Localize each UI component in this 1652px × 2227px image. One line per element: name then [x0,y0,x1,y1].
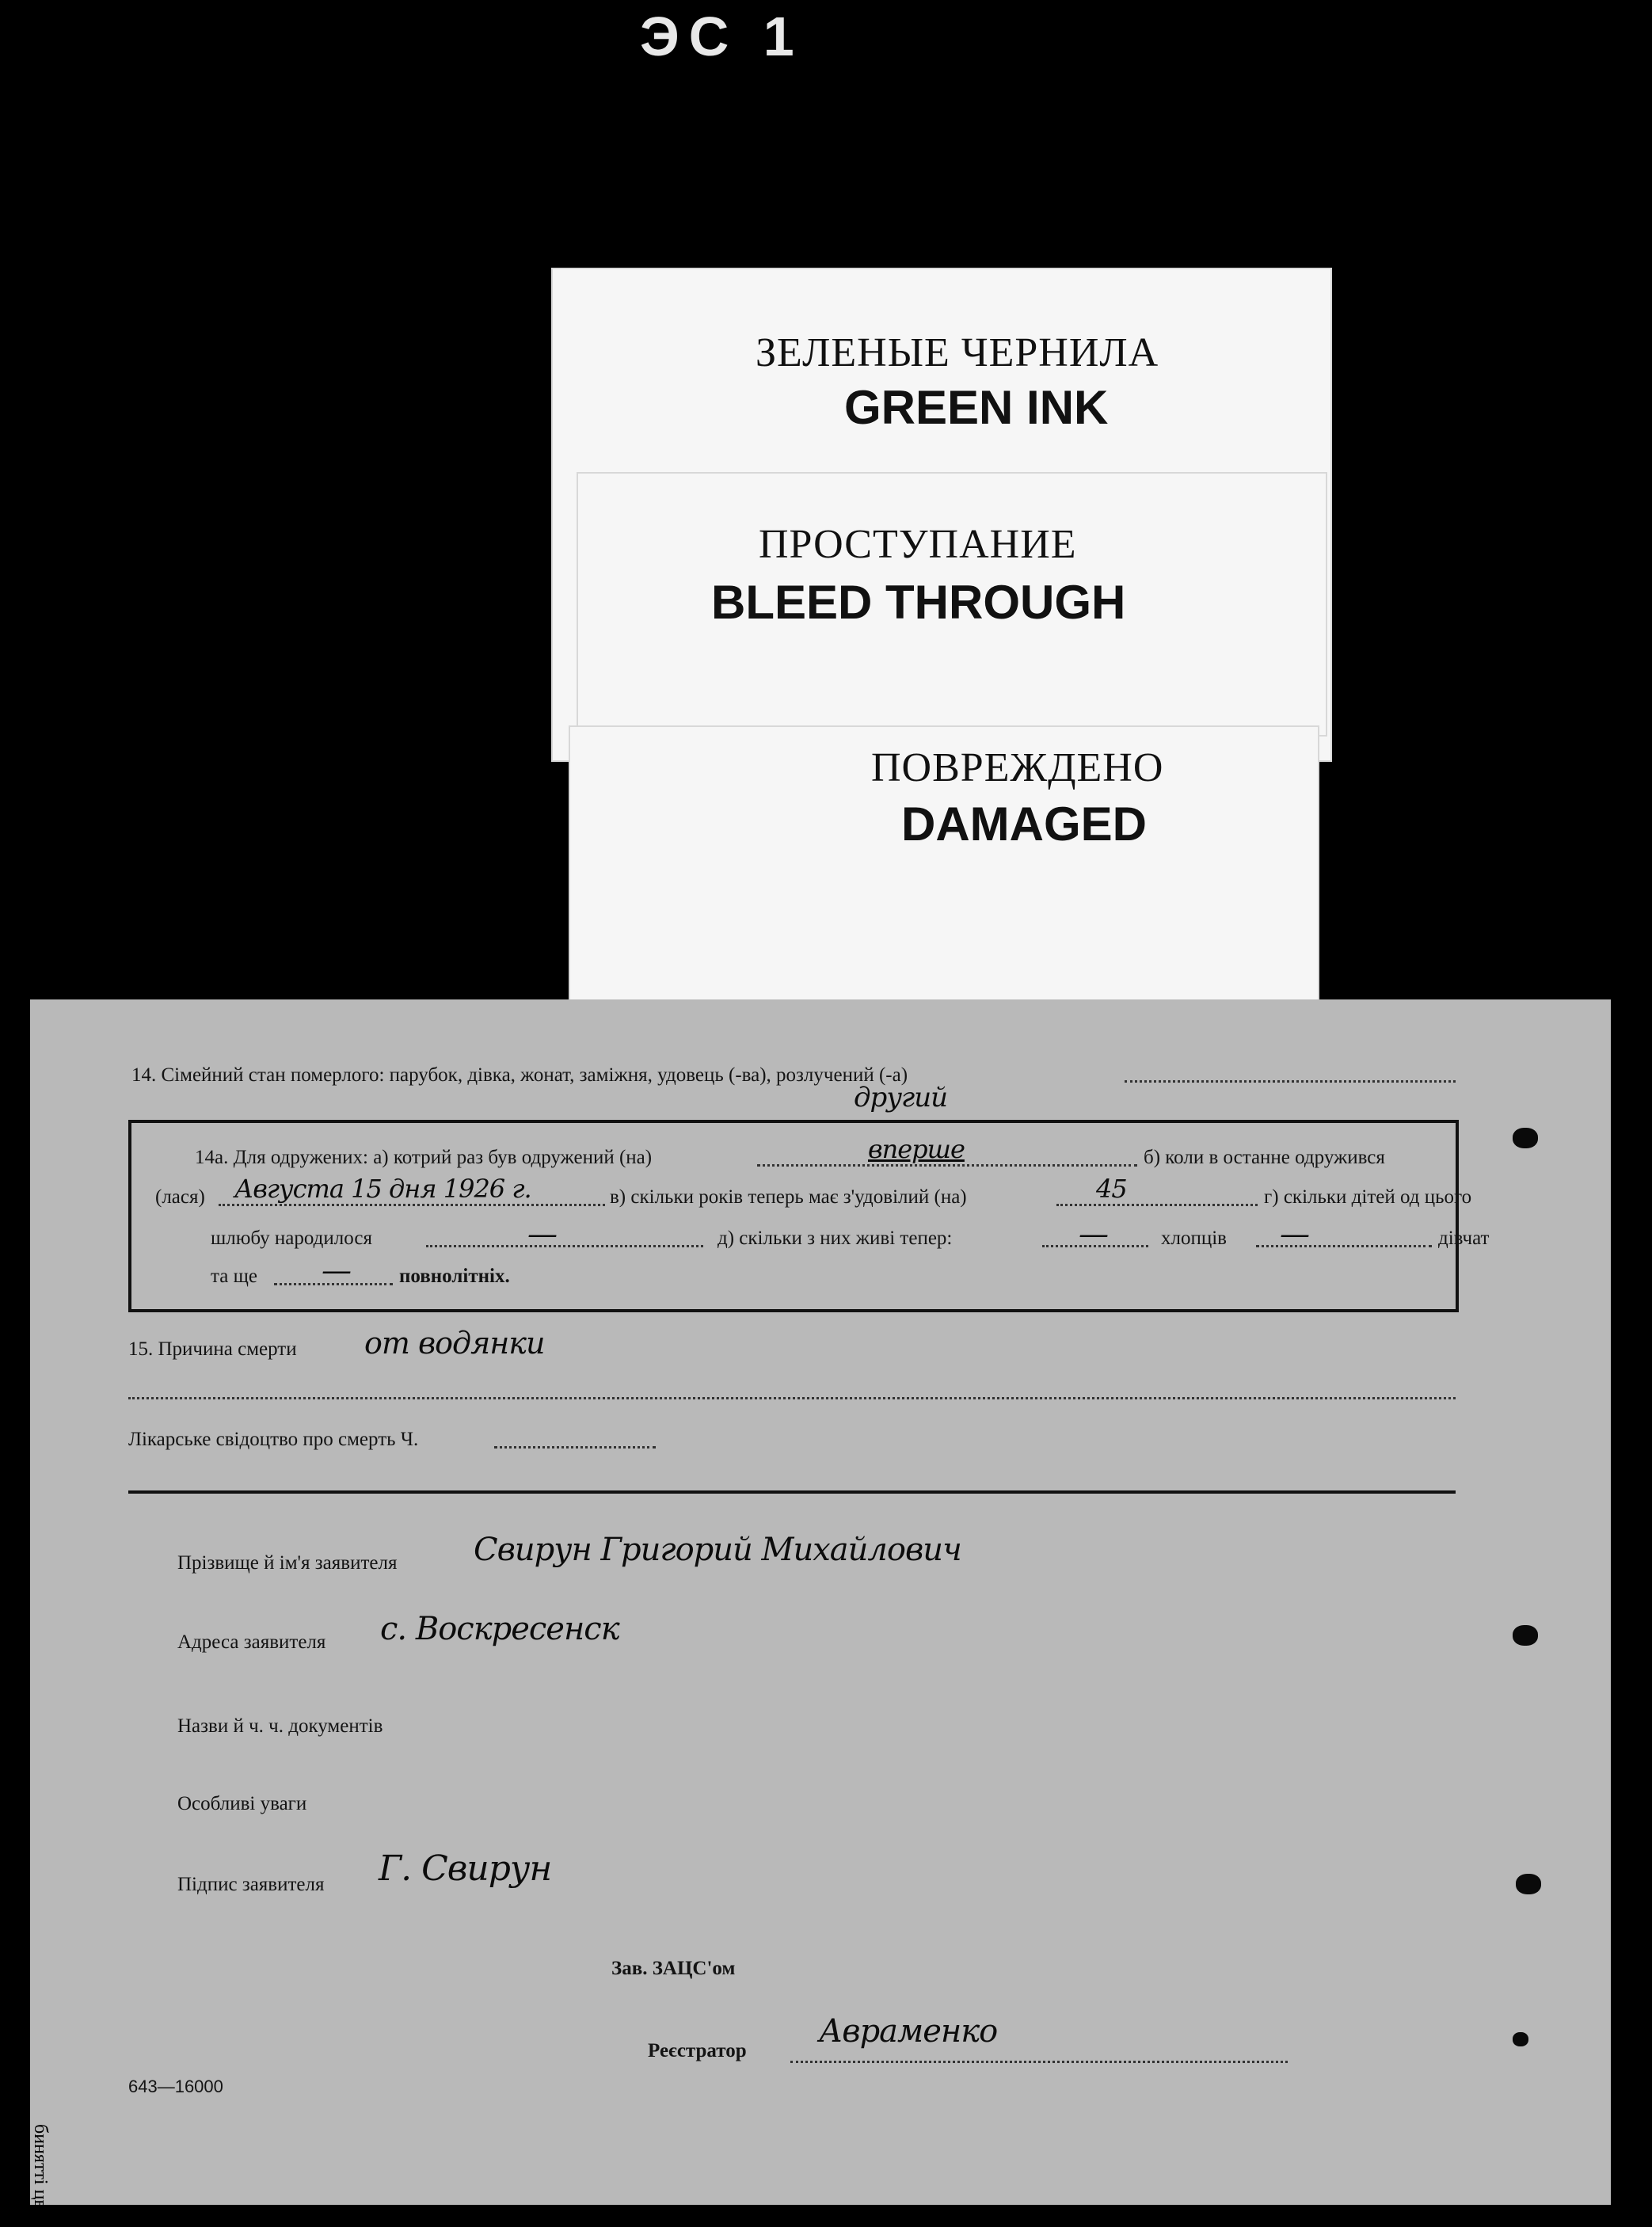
punch-hole [1513,2032,1528,2046]
hw-applicant-address: с. Воскресенск [380,1611,619,1647]
remarks-label: Особливі уваги [177,1793,307,1814]
hw-signature: Г. Свирун [379,1848,552,1889]
item-14a-line1: 14а. Для одружених: а) котрий раз був одружений (на) [195,1147,653,1168]
hw-cause: от водянки [364,1326,545,1361]
hw-adults: — [322,1253,351,1288]
item-14a-line1-b: б) коли в останне одружився [1144,1147,1385,1168]
label-en: GREEN INK [844,381,1109,434]
hw-registrar-signature: Авраменко [819,2013,998,2050]
item-14-line [1125,1080,1456,1083]
stamp-text: бинятті цвєн [30,2124,51,2227]
label-en: DAMAGED [901,798,1147,851]
item-15-cause: 15. Причина смерти [128,1338,297,1360]
hw-years: 45 [1096,1174,1127,1204]
item-14a-line3-mid: д) скільки з них живі тепер: [718,1228,953,1249]
medical-certificate: Лікарське свідоцтво про смерть Ч. [128,1429,419,1450]
death-record-form [30,999,1611,2227]
registrar-label: Реєстратор [648,2040,747,2061]
label-ru: ЗЕЛЕНЫЕ ЧЕРНИЛА [756,330,1159,375]
label-en: BLEED THROUGH [711,576,1126,629]
item-14-marital-status: 14. Сімейний стан померлого: парубок, дівка, жонат, заміжня, удовець (-ва), розлучений (-а) [131,1064,908,1086]
print-code: 643—16000 [128,2077,223,2096]
line-marriage-count [757,1164,1137,1167]
item-14a-line2-start: (лася) [155,1186,205,1208]
punch-hole [1516,1874,1541,1894]
punch-hole [1513,1625,1538,1646]
documents-label: Назви й ч. ч. документів [177,1715,383,1737]
punch-hole [1513,1128,1538,1148]
label-ru: ПРОСТУПАНИЕ [759,522,1077,567]
hw-marriage-count: другий [854,1082,948,1114]
hw-marriage-count-2: вперше [868,1134,965,1164]
signature-label: Підпис заявителя [177,1874,325,1895]
hw-born: — [527,1216,557,1251]
item-14a-line3-start: шлюбу народилося [211,1228,372,1249]
item-14a-line2-end: г) скільки дітей од цього [1264,1186,1472,1208]
line-registrar [790,2061,1288,2063]
line-cause-2 [128,1397,1456,1399]
hw-girls: — [1280,1216,1309,1251]
hw-applicant-name: Свирун Григорий Михайлович [474,1532,961,1568]
item-14a-line3-boys: хлопців [1161,1228,1227,1249]
hw-boys: — [1079,1216,1108,1251]
hw-married-when: Августа 15 дня 1926 г. [234,1174,531,1204]
applicant-name-label: Прізвище й ім'я заявителя [177,1552,398,1574]
line-born [426,1245,703,1247]
archive-mark: ЭС 1 [640,6,804,67]
line-medical [494,1446,656,1449]
head-label: Зав. ЗАЦС'ом [611,1958,736,1979]
section-divider [128,1490,1456,1494]
line-years [1056,1204,1258,1206]
item-14a-line4-end: повнолітніх. [399,1266,510,1287]
item-14a-line4-start: та ще [211,1266,257,1287]
item-14a-box [128,1120,1490,1312]
line-married-when [219,1204,605,1206]
label-card-damaged [570,727,1318,1012]
label-ru: ПОВРЕЖДЕНО [871,745,1164,790]
item-14a-line2-mid: в) скільки років теперь має з'удовілий (на) [610,1186,967,1208]
label-card-bleed-through [578,474,1326,735]
applicant-address-label: Адреса заявителя [177,1631,326,1653]
item-14a-line3-girls: дівчат [1438,1228,1490,1249]
